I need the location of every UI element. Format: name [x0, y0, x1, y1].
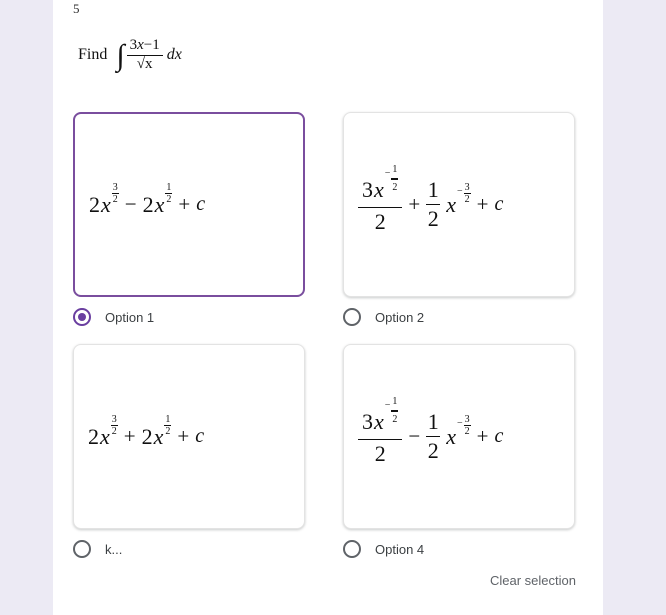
- variable: x: [154, 191, 165, 217]
- variable: x: [446, 423, 457, 449]
- option-image-2[interactable]: [343, 112, 575, 297]
- exponent-fraction: $\frac{1}{2}$: [165, 413, 171, 437]
- integration-constant: c: [494, 193, 504, 215]
- variable: x: [101, 191, 111, 217]
- option-row-3[interactable]: [73, 537, 305, 561]
- integrand-fraction: [127, 38, 163, 73]
- question-number: 5: [73, 1, 80, 16]
- radio-option-2[interactable]: [343, 308, 361, 326]
- operator: +: [476, 192, 489, 216]
- fraction-numerator: 3 x − 1 2: [362, 396, 398, 434]
- variable: x: [153, 423, 164, 449]
- exponent-fraction: $\frac{3}{2}$: [111, 413, 117, 437]
- option-row-4[interactable]: [343, 537, 575, 561]
- operator: +: [178, 192, 191, 216]
- fraction-numerator: 3 x − 1 2: [362, 164, 398, 202]
- option-label-4: Option 4: [375, 541, 425, 557]
- option-image-4[interactable]: [343, 344, 575, 529]
- option-expression-3: [88, 413, 205, 450]
- integrand-numerator: 3x−1: [129, 37, 160, 53]
- integrand-denominator: √x: [136, 55, 153, 72]
- variable: x: [446, 191, 457, 217]
- option-label-1: Option 1: [105, 309, 155, 325]
- option-expression-2: [358, 164, 504, 234]
- exponent-fraction: − 1 2: [384, 396, 398, 425]
- options-grid: [73, 112, 583, 561]
- option-expression-4: [358, 396, 504, 466]
- option-expression-1: [89, 181, 206, 218]
- radio-option-1[interactable]: [73, 308, 91, 326]
- operator: +: [177, 424, 190, 448]
- option-block-1: [73, 112, 305, 329]
- option-block-2: [343, 112, 575, 329]
- display-fraction: [358, 164, 402, 234]
- question-prompt: [78, 38, 182, 73]
- exponent-fraction: $\frac{1}{2}$: [166, 181, 172, 205]
- coefficient: 2: [141, 423, 153, 449]
- option-row-1[interactable]: [73, 305, 305, 329]
- exponent-fraction: − 3 2: [457, 181, 470, 205]
- display-fraction: [358, 396, 402, 466]
- option-label-2: Option 2: [375, 309, 425, 325]
- radio-option-4[interactable]: [343, 540, 361, 558]
- integration-constant: c: [196, 193, 206, 215]
- exponent-fraction: − 3 2: [457, 413, 470, 437]
- option-image-3[interactable]: [73, 344, 305, 529]
- option-image-1[interactable]: [73, 112, 305, 297]
- exponent-fraction: $\frac{3}{2}$: [112, 181, 118, 205]
- coefficient: 2: [89, 191, 100, 217]
- integral-icon: ∫: [116, 39, 125, 73]
- integration-constant: c: [494, 425, 504, 447]
- integration-constant: c: [195, 425, 205, 447]
- option-label-3: k...: [105, 541, 123, 557]
- option-row-2[interactable]: [343, 305, 575, 329]
- fraction-denominator: 2: [374, 209, 386, 234]
- clear-selection-button[interactable]: Clear selection: [490, 573, 576, 588]
- differential-label: dx: [166, 46, 182, 64]
- variable: x: [100, 423, 110, 449]
- operator: +: [476, 424, 489, 448]
- operator: +: [408, 192, 421, 216]
- option-block-4: [343, 344, 575, 561]
- radio-option-3[interactable]: [73, 540, 91, 558]
- operator: −: [124, 192, 137, 216]
- fraction-denominator: 2: [374, 441, 386, 466]
- prompt-label: Find: [78, 46, 108, 64]
- operator: −: [408, 424, 421, 448]
- coefficient: 2: [142, 191, 154, 217]
- fraction-bar: [358, 207, 402, 209]
- coefficient-fraction: $\frac{1}{2}$: [427, 176, 439, 232]
- exponent-fraction: − 1 2: [384, 164, 398, 193]
- option-block-3: [73, 344, 305, 561]
- operator: +: [123, 424, 136, 448]
- question-card: [53, 0, 603, 615]
- coefficient-fraction: $\frac{1}{2}$: [427, 408, 439, 464]
- fraction-bar: [358, 439, 402, 441]
- coefficient: 2: [88, 423, 99, 449]
